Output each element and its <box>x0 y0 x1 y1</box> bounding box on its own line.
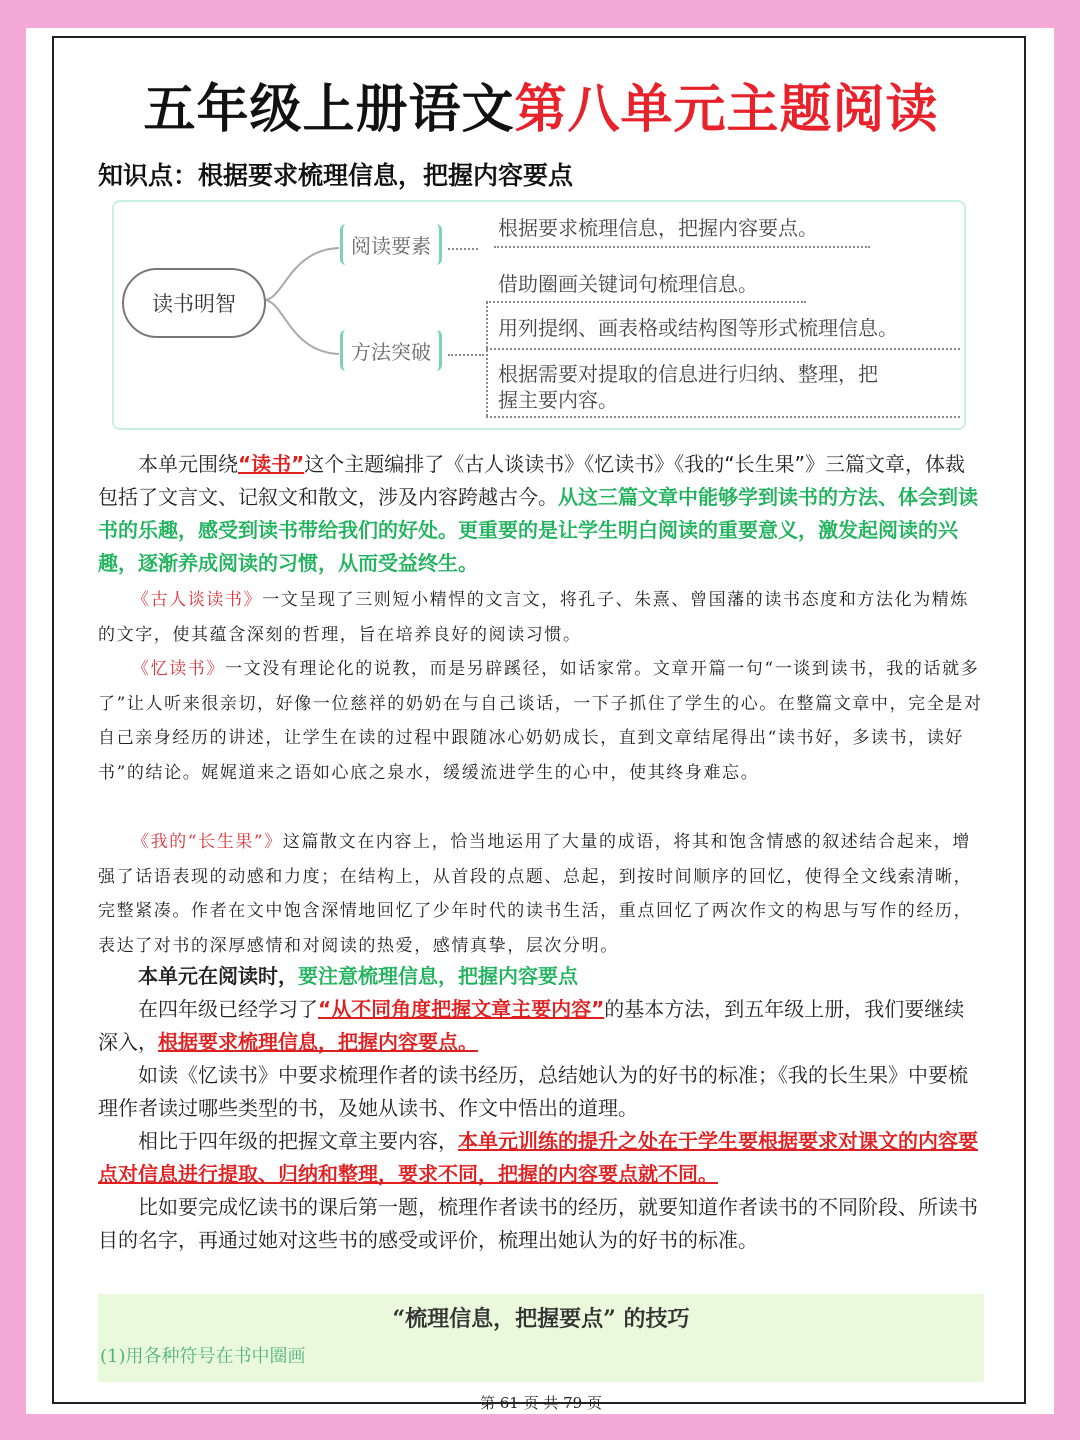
title-part2: 第八单元主题阅读 <box>514 80 939 140</box>
mind-map <box>112 200 966 430</box>
focus-green-text: 要注意梳理信息，把握内容要点 <box>298 964 578 988</box>
branch-label-method-breakthrough: 方法突破 <box>340 330 442 371</box>
knowledge-point-heading: 知识点：根据要求梳理信息，把握内容要点 <box>98 161 574 190</box>
page <box>26 28 1054 1414</box>
dotted-line <box>486 301 806 303</box>
page-title <box>54 78 1028 142</box>
branch2-item-2: 用列提纲、画表格或结构图等形式梳理信息。 <box>498 316 898 340</box>
article-name: 《我的“长生果”》 <box>132 832 283 852</box>
focus-p2-underline: “从不同角度把握文章主要内容” <box>318 997 605 1021</box>
title-part1: 五年级上册语文 <box>143 80 515 140</box>
focus-paragraph-2 <box>98 993 984 1059</box>
tips-item-1: (1)用各种符号在书中圈画 <box>100 1346 306 1367</box>
branch2-item-1: 借助圈画关键词句梳理信息。 <box>498 272 758 296</box>
branch-label-reading-elements: 阅读要素 <box>340 224 442 265</box>
branch2-item-4: 握主要内容。 <box>498 388 618 412</box>
focus-paragraph-4 <box>98 1125 984 1191</box>
dotted-line <box>486 416 960 418</box>
article-paragraph-1 <box>98 583 984 652</box>
intro-highlight: “读书” <box>238 452 305 476</box>
dotted-line <box>494 246 870 248</box>
intro-green-text: 从这三篇文章中能够学到读书的方法、体会到读书的乐趣，感受到读书带给我们的好处。更重要的是让学生明白阅读的重要意义，激发起阅读的兴趣，逐渐养成阅读的习惯，从而受益终生。 <box>98 485 978 575</box>
article-paragraph-3 <box>98 825 984 963</box>
document-frame <box>52 36 1026 1412</box>
focus-p4-underline: 本单元训练的提升之处在于学生要根据要求对课文的内容要点对信息进行提取、归纳和整理，要求不同，把握的内容要点就不同。 <box>98 1129 978 1186</box>
focus-p2-underline-2: 根据要求梳理信息，把握内容要点。 <box>158 1030 478 1054</box>
dotted-line <box>448 248 478 250</box>
focus-p4-text: 相比于四年级的把握文章主要内容， <box>138 1129 458 1153</box>
dotted-bracket <box>486 302 488 416</box>
intro-text-b: 这个主题编排了《古人谈读书》《忆读书》《我的“长生果”》三篇文章，体裁包括了文言文、记叙文和散文，涉及内容跨越古今。 <box>98 452 966 509</box>
article-name: 《古人谈读书》 <box>132 590 263 610</box>
mind-map-center: 读书明智 <box>122 268 266 338</box>
focus-lead <box>98 960 984 993</box>
branch1-item-1: 根据要求梳理信息，把握内容要点。 <box>498 216 818 240</box>
intro-paragraph <box>98 448 984 580</box>
tips-box <box>98 1294 984 1382</box>
article-text: 一文呈现了三则短小精悍的文言文，将孔子、朱熹、曾国藩的读书态度和方法化为精炼的文字，使其蕴含深刻的哲理，旨在培养良好的阅读习惯。 <box>98 590 970 645</box>
tips-title: “梳理信息，把握要点” 的技巧 <box>392 1306 690 1332</box>
focus-p2-text-b: 的基本方法，到五年级上册，我们要继续深入， <box>98 997 965 1054</box>
dotted-line <box>486 348 960 350</box>
intro-text-a: 本单元围绕 <box>138 452 238 476</box>
article-text: 一文没有理论化的说教，而是另辟蹊径，如话家常。文章开篇一句“一谈到读书，我的话就多了”让人听来很亲切，好像一位慈祥的奶奶在与自己谈话，一下子抓住了学生的心。在整篇文章中，完全是对自己亲身经历的讲述，让学生在读的过程中跟随冰心奶奶成长，直到文章结尾得出“读书好，多读书，读好书”的结论。娓娓道来之语如心底之泉水，缓缓流进学生的心中，使其终身难忘。 <box>98 659 983 783</box>
article-text: 这篇散文在内容上，恰当地运用了大量的成语，将其和饱含情感的叙述结合起来，增强了话语表现的动感和力度；在结构上，从首段的点题、总起，到按时间顺序的回忆，使得全文线索清晰，完整紧凑。作者在文中饱含深情地回忆了少年时代的读书生活，重点回忆了两次作文的构思与写作的经历，表达了对书的深厚感情和对阅读的热爱，感情真挚，层次分明。 <box>98 832 973 956</box>
focus-paragraph-3: 如读《忆读书》中要求梳理作者的读书经历，总结她认为的好书的标准；《我的长生果》中要梳理作者读过哪些类型的书，及她从读书、作文中悟出的道理。 <box>98 1063 968 1120</box>
page-number: 第 61 页 共 79 页 <box>479 1394 602 1412</box>
article-name: 《忆读书》 <box>132 659 225 679</box>
article-paragraph-2 <box>98 652 984 790</box>
focus-lead-text: 本单元在阅读时， <box>138 964 298 988</box>
focus-paragraph-5: 比如要完成忆读书的课后第一题，梳理作者读书的经历，就要知道作者读书的不同阶段、所读书目的名字，再通过她对这些书的感受或评价，梳理出她认为的好书的标准。 <box>98 1195 978 1252</box>
branch2-item-3: 根据需要对提取的信息进行归纳、整理，把 <box>498 362 878 386</box>
dotted-line <box>448 354 484 356</box>
focus-p2-text-a: 在四年级已经学习了 <box>138 997 318 1021</box>
